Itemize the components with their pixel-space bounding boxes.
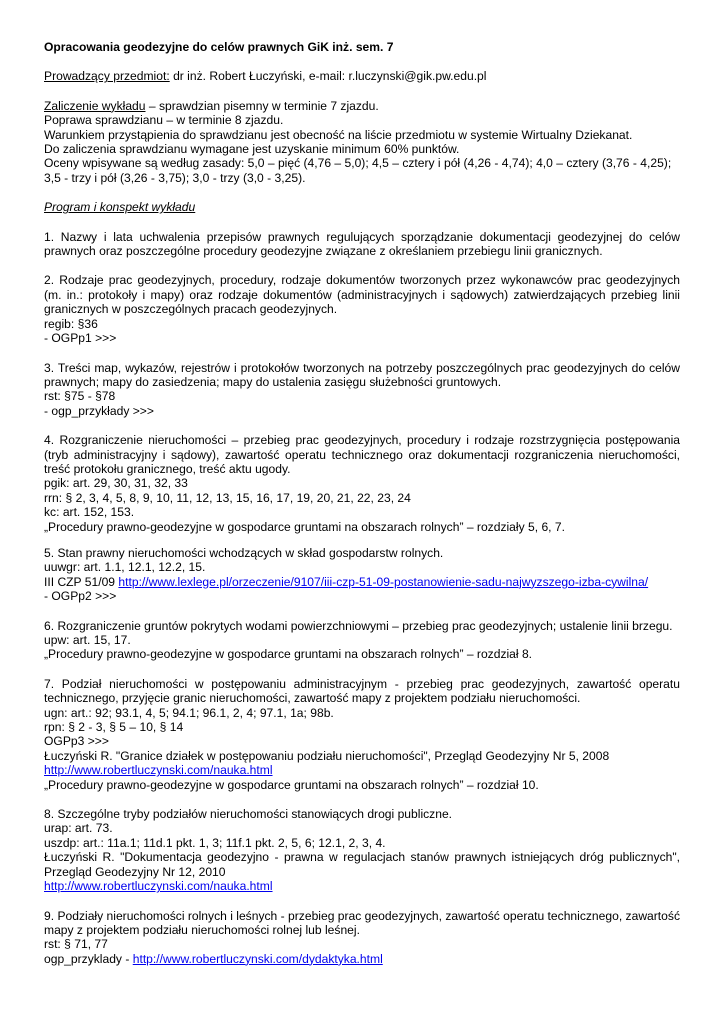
instructor-line [44, 69, 680, 83]
item-reference: „Procedury prawno-geodezyjne w gospodarce gruntami na obszarach rolnych” – rozdział 8. [44, 647, 533, 662]
item-link-line [44, 952, 680, 966]
item-reference: uszdp: art.: 11a.1; 11d.1 pkt. 1, 3; 11f.1 pkt. 2, 5, 6; 12.1, 2, 3, 4. [44, 835, 386, 850]
court-ruling-link[interactable]: http://www.lexlege.pl/orzeczenie/9107/iii-czp-51-09-postanowienie-sadu-najwyzszego-izba-cywilna/ [118, 574, 649, 589]
item-reference: Łuczyński R. "Granice działek w postępowaniu podziału nieruchomości", Przegląd Geodezyjny Nr 5, 2008 [44, 748, 610, 763]
item-reference: kc: art. 152, 153. [44, 505, 135, 520]
item-reference: OGPp3 >>> [44, 734, 109, 749]
program-item-7 [44, 677, 680, 792]
item-text: 9. Podziały nieruchomości rolnych i leśnych - przebieg prac geodezyjnych, zawartość operatu technicznego, zawartość mapy z projektem podziału nieruchomości rolnej lub leśnej. [44, 908, 680, 937]
nauka-link[interactable]: http://www.robertluczynski.com/nauka.html [44, 879, 273, 894]
dydaktyka-link[interactable]: http://www.robertluczynski.com/dydaktyka.html [132, 951, 383, 966]
program-item-2 [44, 273, 680, 345]
item-reference: ugn: art.: 92; 93.1, 4, 5; 94.1; 96.1, 2, 4; 97.1, 1a; 98b. [44, 705, 334, 720]
item-reference: „Procedury prawno-geodezyjne w gospodarce gruntami na obszarach rolnych” – rozdział 10. [44, 777, 539, 792]
assessment-first-text: – sprawdzian pisemny w terminie 7 zjazdu. [145, 98, 379, 113]
item-citation: Łuczyński R. "Dokumentacja geodezyjno - prawna w regulacjach stanów prawnych istniejących dróg publicznych", Przegląd Geodezyjny Nr 12, 2010 [44, 850, 680, 879]
assessment-line: Poprawa sprawdzianu – w terminie 8 zjazdu. [44, 113, 284, 128]
item-reference: - OGPp1 >>> [44, 331, 117, 346]
item-reference: - ogp_przykłady >>> [44, 403, 154, 418]
item-text: 8. Szczególne tryby podziałów nieruchomości stanowiących drogi publiczne. [44, 807, 453, 822]
item-reference: pgik: art. 29, 30, 31, 32, 33 [44, 476, 188, 491]
assessment-line: Warunkiem przystąpienia do sprawdzianu jest obecność na liście przedmiotu w systemie Wirtualny Dziekanat. [44, 127, 633, 142]
assessment-line: Do zaliczenia sprawdzianu wymagane jest uzyskanie minimum 60% punktów. [44, 142, 460, 157]
item-reference: - OGPp2 >>> [44, 589, 117, 604]
document-page [44, 40, 680, 981]
program-item-1 [44, 230, 680, 259]
grading-scale: Oceny wpisywane są według zasady: 5,0 – pięć (4,76 – 5,0); 4,5 – cztery i pół (4,26 - 4,74); 4,0 – cztery (3,76 - 4,25); 3,5 - trzy i pół (3,26 - 3,75); 3,0 - trzy (3,0 - 3,25). [44, 156, 672, 185]
item-reference: urap: art. 73. [44, 821, 113, 836]
item-text: 7. Podział nieruchomości w postępowaniu administracyjnym - przebieg prac geodezyjnych, zawartość operatu technicznego, przyjęcie granic nieruchomości, zawartość mapy z projektem podziału nieruchomości. [44, 676, 680, 706]
item-reference: „Procedury prawno-geodezyjne w gospodarce gruntami na obszarach rolnych” – rozdziały 5, 6, 7. [44, 519, 565, 534]
program-item-6 [44, 619, 680, 662]
instructor-label: Prowadzący przedmiot: [44, 69, 170, 84]
program-heading: Program i konspekt wykładu [44, 200, 196, 215]
document-title: Opracowania geodezyjne do celów prawnych GiK inż. sem. 7 [44, 40, 394, 54]
item-text: 2. Rodzaje prac geodezyjnych, procedury, rodzaje dokumentów tworzonych przez wykonawców prac geodezyjnych (m. in.: protokoły i mapy) oraz rodzaje dokumentów (administracyjnych i sądowych) zatwierdzających przebieg linii granicznych w poszczególnych pracach geodezyjnych. [44, 273, 680, 317]
program-item-8 [44, 807, 680, 893]
item-reference: rrn: § 2, 3, 4, 5, 8, 9, 10, 11, 12, 13, 15, 16, 17, 19, 20, 21, 22, 23, 24 [44, 490, 411, 505]
program-item-9 [44, 909, 680, 967]
item-reference: rpn: § 2 - 3, § 5 – 10, § 14 [44, 720, 184, 735]
item-reference: regib: §36 [44, 316, 98, 331]
link-prefix: III CZP 51/09 [44, 574, 119, 589]
item-text: 5. Stan prawny nieruchomości wchodzących w skład gospodarstw rolnych. [44, 545, 444, 560]
program-item-4 [44, 433, 680, 534]
program-item-3 [44, 361, 680, 419]
program-item-5 [44, 546, 680, 604]
item-text: 3. Treści map, wykazów, rejestrów i protokołów tworzonych na potrzeby poszczególnych prac geodezyjnych do celów prawnych; mapy do zasiedzenia; mapy do ustalenia zasięgu służebności gruntowych. [44, 360, 680, 389]
link-prefix: ogp_przyklady - [44, 951, 133, 966]
assessment-section [44, 99, 680, 185]
item-text: 6. Rozgraniczenie gruntów pokrytych wodami powierzchniowymi – przebieg prac geodezyjnych; ustalenie linii brzegu. [44, 618, 673, 633]
item-reference: rst: §75 - §78 [44, 389, 116, 404]
item-link-line [44, 575, 680, 589]
item-reference: rst: § 71, 77 [44, 937, 108, 952]
nauka-link[interactable]: http://www.robertluczynski.com/nauka.html [44, 763, 273, 778]
assessment-label: Zaliczenie wykładu [44, 98, 146, 113]
item-reference: upw: art. 15, 17. [44, 633, 131, 647]
instructor-text: dr inż. Robert Łuczyński, e-mail: r.luczynski@gik.pw.edu.pl [169, 69, 487, 84]
assessment-first-line [44, 99, 680, 113]
item-text: 4. Rozgraniczenie nieruchomości – przebieg prac geodezyjnych, procedury i rodzaje rozstrzygnięcia postępowania (tryb administracyjny i sądowy), zawartość operatu technicznego oraz dokumentacji rozgraniczenia nieruchomości, treść protokołu granicznego, treść aktu ugody. [44, 433, 680, 476]
item-reference: uuwgr: art. 1.1, 12.1, 12.2, 15. [44, 560, 206, 575]
item-text: 1. Nazwy i lata uchwalenia przepisów prawnych regulujących sporządzanie dokumentacji geodezyjnej do celów prawnych oraz poszczególne procedury geodezyjne związane z określaniem przebiegu linii granicznych. [44, 229, 680, 259]
